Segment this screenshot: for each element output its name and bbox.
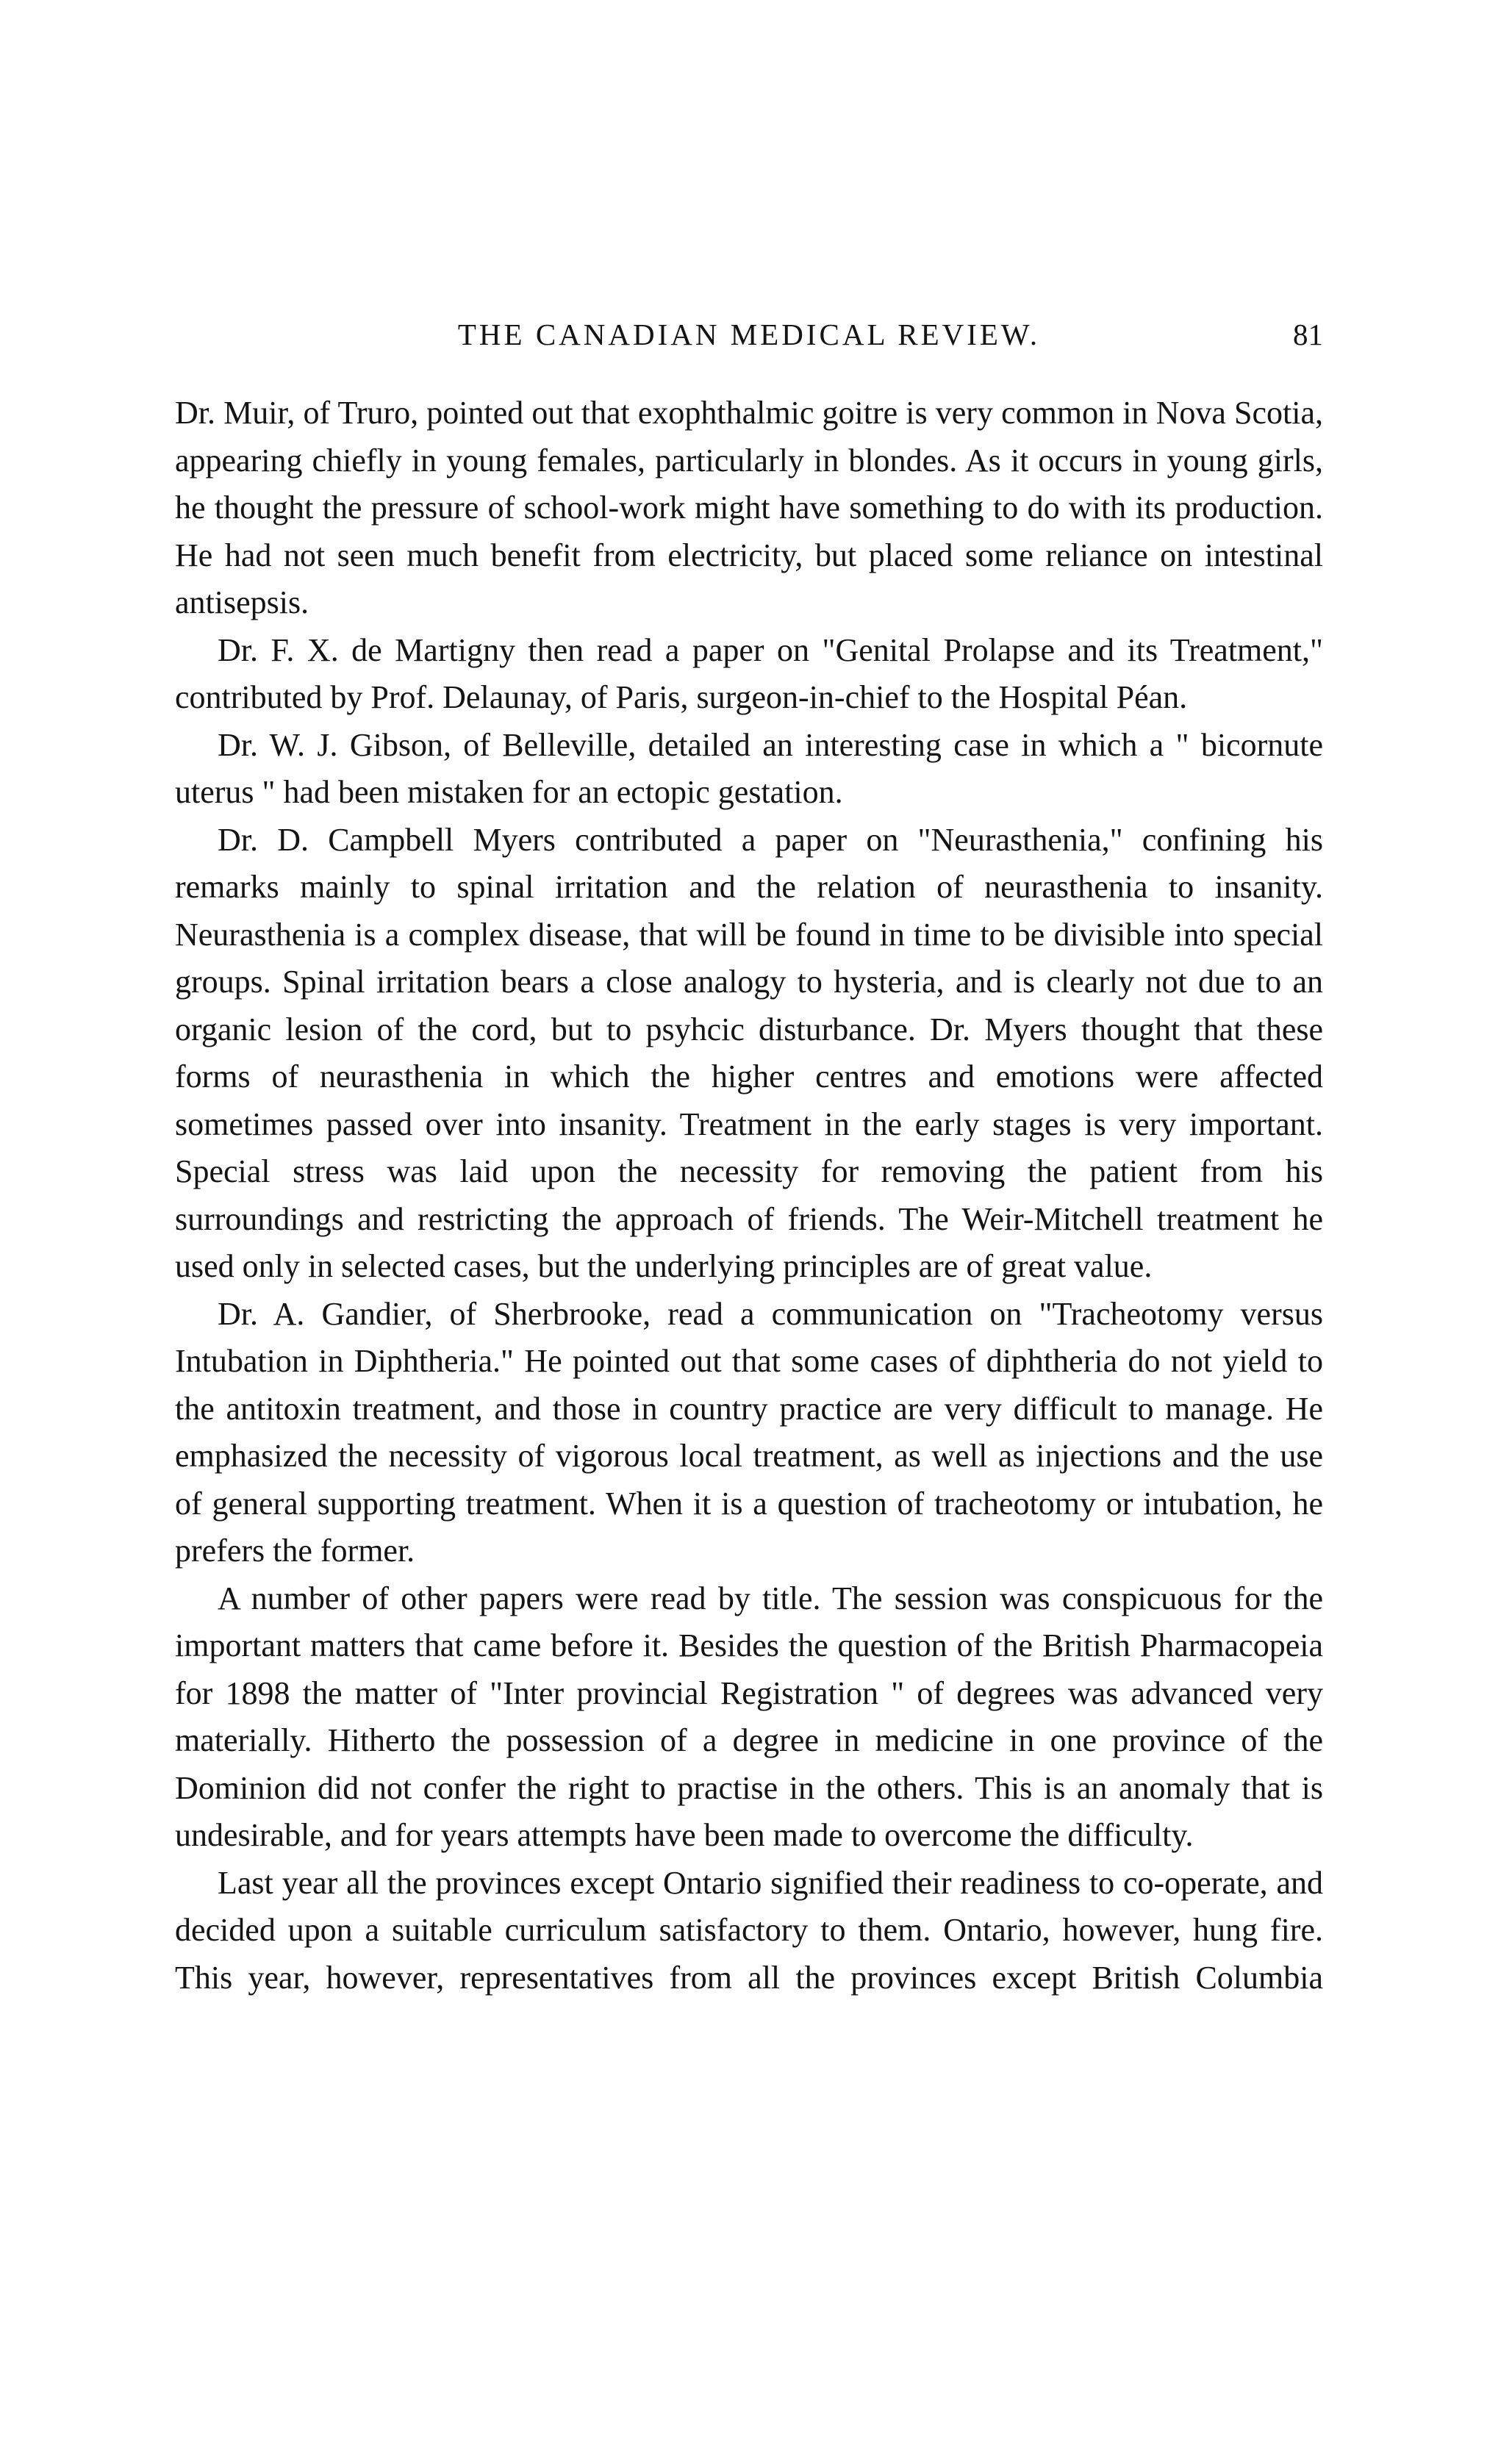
paragraph-de-martigny: Dr. F. X. de Martigny then read a paper on "Genital Prolapse and its Treatment," contributed by Prof. Delaunay, of Paris, surgeon-in-chief to the Hospital Péan. xyxy=(175,631,1323,715)
paragraph-myers: Dr. D. Campbell Myers contributed a paper on "Neurasthenia," confining his remarks mainly to spinal irritation and the relation of neurasthenia to insanity. Neurasthenia is a complex disease, that will be found in time to be divisible into special groups. Spinal irritation bears a close analogy to hysteria, and is clearly not due to an organic lesion of the cord, but to psyhcic disturbance. Dr. Myers thought that these forms of neurasthenia in which the higher centres and emotions were affected sometimes passed over into insanity. Treatment in the early stages is very important. Special stress was laid upon the necessity for removing the patient from his surroundings and restricting the approach of friends. The Weir-Mitchell treatment he used only in selected cases, but the underlying principles are of great value. xyxy=(175,821,1323,1284)
page-number: 81 xyxy=(1293,318,1323,351)
running-head: THE CANADIAN MEDICAL REVIEW. xyxy=(457,318,1041,351)
paragraph-muir: Dr. Muir, of Truro, pointed out that exophthalmic goitre is very common in Nova Scotia, appearing chiefly in young females, particularly in blondes. As it occurs in young girls, he thought the pressure of school-work might have something to do with its production. He had not seen much benefit from electricity, but placed some reliance on intestinal antisepsis. xyxy=(175,395,1323,620)
paragraph-provinces: Last year all the provinces except Ontario signified their readiness to co-operate, and decided upon a suitable curriculum satisfactory to them. Ontario, however, hung fire. This year, however, representatives from all the provinces except British Columbia xyxy=(175,1864,1323,1996)
paragraph-gibson: Dr. W. J. Gibson, of Belleville, detailed an interesting case in which a " bicornute uterus " had been mistaken for an ectopic gestation. xyxy=(175,726,1323,810)
body-text xyxy=(175,390,1323,2002)
paragraph-gandier: Dr. A. Gandier, of Sherbrooke, read a communication on "Tracheotomy versus Intubation in Diphtheria." He pointed out that some cases of diphtheria do not yield to the antitoxin treatment, and those in country practice are very difficult to manage. He emphasized the necessity of vigorous local treatment, as well as injections and the use of general supporting treatment. When it is a question of tracheotomy or intubation, he prefers the former. xyxy=(175,1295,1323,1569)
page-header xyxy=(175,309,1323,360)
paragraph-session: A number of other papers were read by title. The session was conspicuous for the important matters that came before it. Besides the question of the British Pharmacopeia for 1898 the matter of "Inter provincial Registration " of degrees was advanced very materially. Hitherto the possession of a degree in medicine in one province of the Dominion did not confer the right to practise in the others. This is an anomaly that is undesirable, and for years attempts have been made to overcome the difficulty. xyxy=(175,1580,1323,1853)
